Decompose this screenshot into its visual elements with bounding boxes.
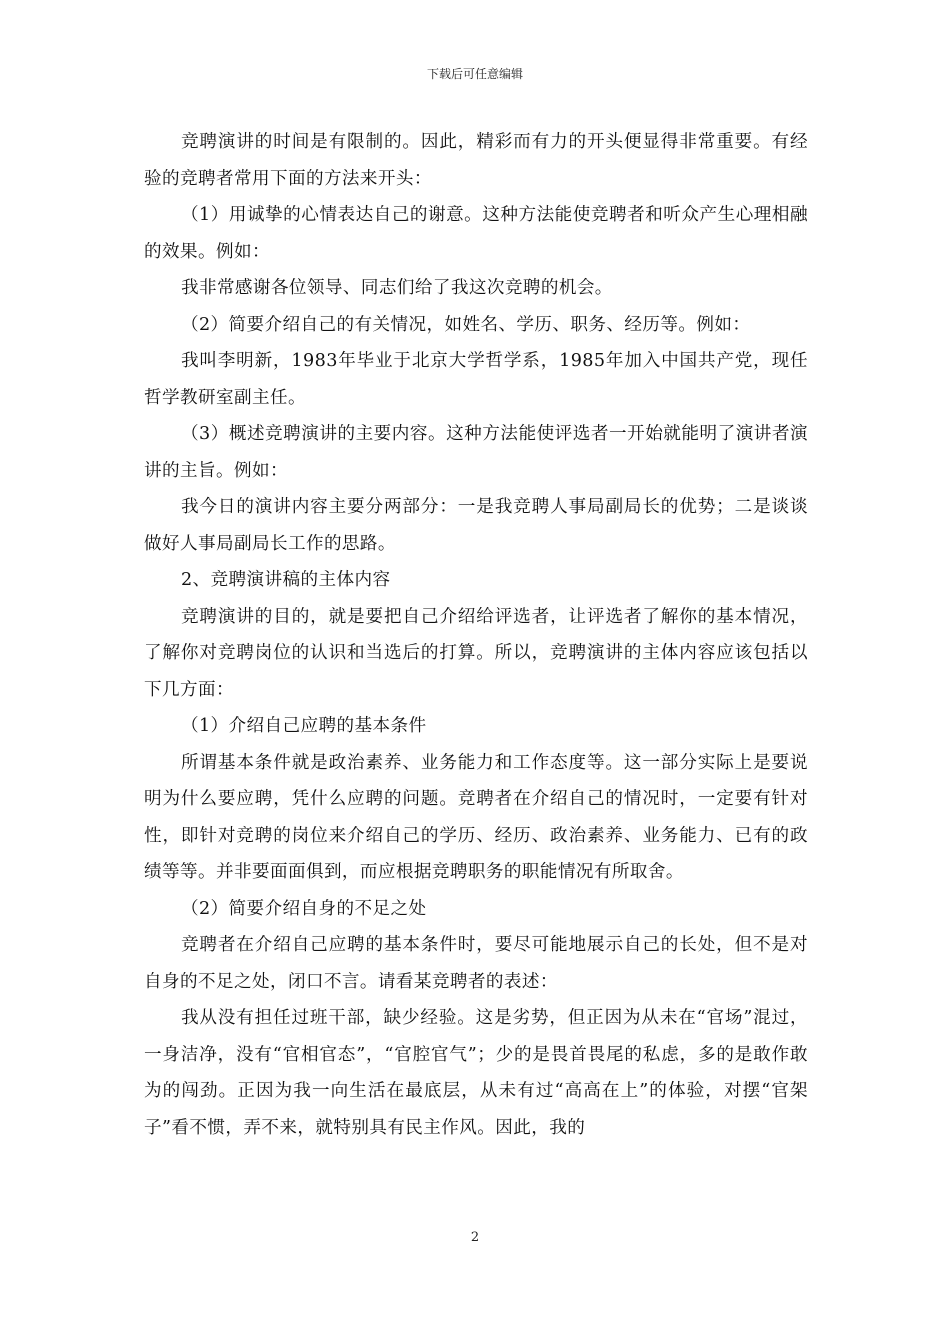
page-number: 2	[470, 1230, 480, 1245]
paragraph: 我非常感谢各位领导、同志们给了我这次竞聘的机会。	[180, 278, 613, 298]
section-heading: 2、竞聘演讲稿的主体内容	[180, 570, 391, 590]
paragraph: 竞聘演讲的目的，就是要把自己介绍给评选者，让评选者了解你的基本情况，了解你对竞聘岗位的认识和当选后的打算。所以，竞聘演讲的主体内容应该包括以下几方面：	[144, 606, 808, 700]
subsection-heading: （2）简要介绍自身的不足之处	[180, 898, 427, 919]
paragraph: 竞聘者在介绍自己应聘的基本条件时，要尽可能地展示自己的长处，但不是对自身的不足之处，闭口不言。请看某竞聘者的表述：	[144, 935, 808, 992]
paragraph: （1）用诚挚的心情表达自己的谢意。这种方法能使竞聘者和听众产生心理相融的效果。例如：	[144, 205, 808, 262]
subsection-heading: （1）介绍自己应聘的基本条件	[180, 716, 427, 736]
page-header: 下载后可任意编辑	[426, 67, 523, 81]
paragraph: （2）简要介绍自己的有关情况，如姓名、学历、职务、经历等。例如：	[180, 314, 751, 335]
paragraph: 我今日的演讲内容主要分两部分：一是我竞聘人事局副局长的优势；二是谈谈做好人事局副局长工作的思路。	[144, 497, 808, 554]
paragraph: 竞聘演讲的时间是有限制的。因此，精彩而有力的开头便显得非常重要。有经验的竞聘者常用下面的方法来开头：	[144, 132, 808, 189]
paragraph: 所谓基本条件就是政治素养、业务能力和工作态度等。这一部分实际上是要说明为什么要应聘，凭什么应聘的问题。竞聘者在介绍自己的情况时，一定要有针对性，即针对竞聘的岗位来介绍自己的学历、经历、政治素养、业务能力、已有的政绩等等。并非要面面俱到，而应根据竞聘职务的职能情况有所取舍。	[144, 752, 808, 882]
paragraph: 我从没有担任过班干部，缺少经验。这是劣势，但正因为从未在“官场”混过，一身洁净，没有“官相官态”，“官腔官气”；少的是畏首畏尾的私虑，多的是敢作敢为的闯劲。正因为我一向生活在最底层，从未有过“高高在上”的体验，对摆“官架子”看不惯，弄不来，就特别具有民主作风。因此，我的	[144, 1008, 808, 1138]
document-body	[144, 124, 808, 1146]
paragraph: 我叫李明新，1983年毕业于北京大学哲学系，1985年加入中国共产党，现任哲学教研室副主任。	[144, 351, 808, 408]
paragraph: （3）概述竞聘演讲的主要内容。这种方法能使评选者一开始就能明了演讲者演讲的主旨。例如：	[144, 424, 808, 481]
